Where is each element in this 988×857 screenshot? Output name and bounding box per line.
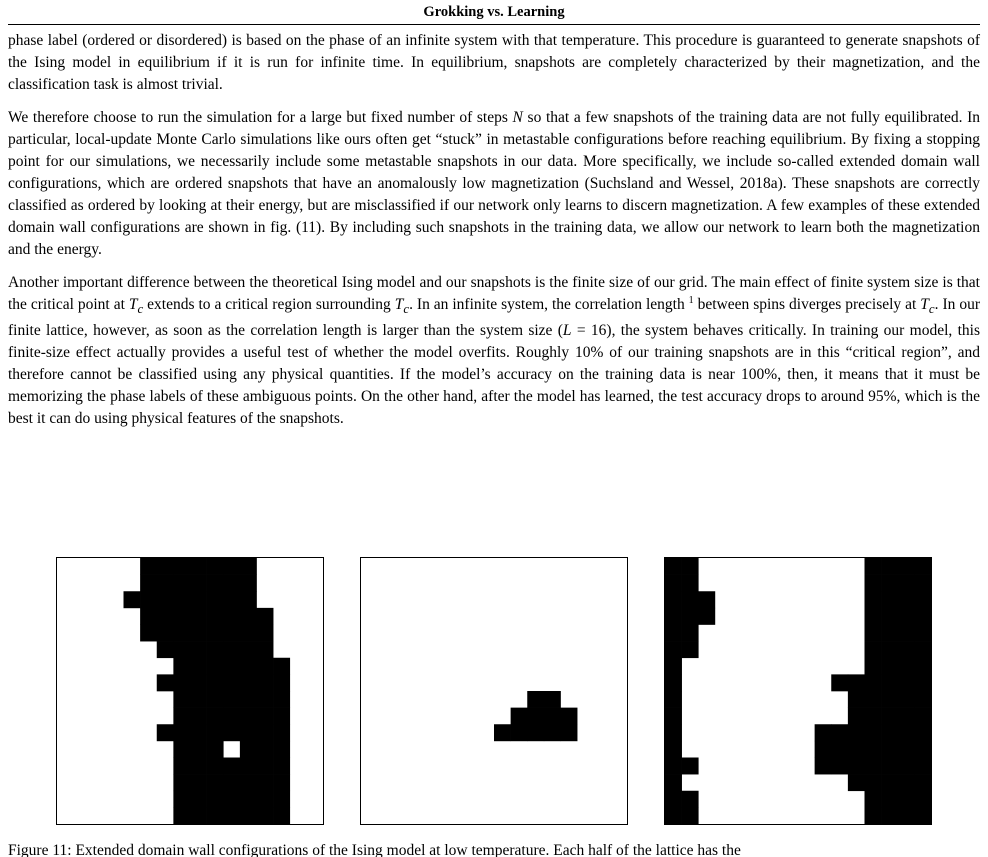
spin-down-cell <box>881 807 898 824</box>
paragraph-1: phase label (ordered or disordered) is based on the phase of an infinite system with that temperature. This procedure is guaranteed to generate snapshots of the Ising model in equilibrium if it is run for infinite time. In equilibrium, snapshots are completely characterized by their magnetization, and the classification task is almost trivial. <box>8 32 980 93</box>
spin-down-cell <box>240 774 257 791</box>
spin-down-cell <box>157 674 174 691</box>
spin-down-cell <box>898 625 915 642</box>
spin-down-cell <box>898 774 915 791</box>
spin-down-cell <box>173 724 190 741</box>
spin-down-cell <box>240 658 257 675</box>
spin-down-cell <box>207 641 224 658</box>
spin-down-cell <box>865 558 882 575</box>
spin-down-cell <box>665 674 682 691</box>
paragraph-3-text-c: . In an infinite system, the correlation length <box>409 296 689 313</box>
spin-down-cell <box>881 625 898 642</box>
spin-down-cell <box>173 674 190 691</box>
spin-down-cell <box>140 608 157 625</box>
spin-down-cell <box>881 774 898 791</box>
spin-down-cell <box>914 724 931 741</box>
math-95-percent: 95% <box>868 388 897 406</box>
spin-down-cell <box>240 591 257 608</box>
spin-down-cell <box>273 774 290 791</box>
spin-down-cell <box>257 791 274 808</box>
spin-down-cell <box>257 724 274 741</box>
figure-11 <box>56 557 932 825</box>
spin-down-cell <box>207 691 224 708</box>
spin-down-cell <box>698 608 715 625</box>
paragraph-3-text-i: , which is the best it can do using physical features of the snapshots. <box>8 388 981 428</box>
spin-down-cell <box>511 708 528 725</box>
spin-down-cell <box>527 724 544 741</box>
spin-down-cell <box>173 641 190 658</box>
spin-down-cell <box>865 608 882 625</box>
spin-down-cell <box>914 575 931 592</box>
spin-down-cell <box>257 641 274 658</box>
spin-down-cell <box>207 791 224 808</box>
spin-down-cell <box>665 625 682 642</box>
spin-down-cell <box>207 774 224 791</box>
spin-down-cell <box>898 558 915 575</box>
spin-down-cell <box>682 807 699 824</box>
spin-down-cell <box>914 641 931 658</box>
spin-down-cell <box>914 658 931 675</box>
spin-down-cell <box>665 608 682 625</box>
spin-down-cell <box>173 807 190 824</box>
spin-down-cell <box>190 625 207 642</box>
spin-down-cell <box>914 774 931 791</box>
spin-down-cell <box>173 575 190 592</box>
spin-down-cell <box>157 608 174 625</box>
spin-down-cell <box>157 558 174 575</box>
spin-down-cell <box>815 724 832 741</box>
spin-down-cell <box>190 807 207 824</box>
spin-down-cell <box>665 758 682 775</box>
spin-down-cell <box>157 591 174 608</box>
spin-down-cell <box>848 758 865 775</box>
spin-down-cell <box>257 608 274 625</box>
spin-down-cell <box>682 575 699 592</box>
spin-down-cell <box>665 691 682 708</box>
spin-down-cell <box>914 558 931 575</box>
spin-down-cell <box>257 807 274 824</box>
spin-down-cell <box>124 591 141 608</box>
math-l-value: = 16 <box>571 322 607 340</box>
spin-down-cell <box>848 741 865 758</box>
spin-down-cell <box>881 591 898 608</box>
spin-down-cell <box>865 625 882 642</box>
spin-down-cell <box>240 791 257 808</box>
spin-down-cell <box>207 674 224 691</box>
spin-down-cell <box>815 758 832 775</box>
spin-down-cell <box>881 674 898 691</box>
spin-down-cell <box>848 674 865 691</box>
spin-down-cell <box>831 741 848 758</box>
spin-down-cell <box>223 558 240 575</box>
spin-down-cell <box>207 625 224 642</box>
spin-down-cell <box>898 641 915 658</box>
spin-down-cell <box>865 791 882 808</box>
spin-down-cell <box>257 625 274 642</box>
spin-down-cell <box>207 807 224 824</box>
spin-down-cell <box>273 791 290 808</box>
spin-down-cell <box>914 591 931 608</box>
spin-down-cell <box>698 591 715 608</box>
spin-down-cell <box>544 691 561 708</box>
spin-down-cell <box>223 724 240 741</box>
spin-down-cell <box>865 674 882 691</box>
spin-down-cell <box>898 724 915 741</box>
paragraph-3-text-e: . In our finite lattice, however, as soon as the correlation length is larger than the system size ( <box>8 296 980 340</box>
spin-down-cell <box>173 774 190 791</box>
spin-down-cell <box>848 691 865 708</box>
spin-down-cell <box>682 791 699 808</box>
math-n: N <box>512 109 523 126</box>
spin-down-cell <box>914 807 931 824</box>
spin-down-cell <box>561 724 578 741</box>
spin-down-cell <box>223 641 240 658</box>
spin-down-cell <box>544 724 561 741</box>
spin-down-cell <box>665 807 682 824</box>
spin-down-cell <box>240 674 257 691</box>
spin-down-cell <box>273 674 290 691</box>
spin-down-cell <box>240 691 257 708</box>
spin-down-cell <box>273 724 290 741</box>
spin-down-cell <box>223 758 240 775</box>
spin-down-cell <box>273 658 290 675</box>
spin-down-cell <box>207 741 224 758</box>
spin-down-cell <box>223 791 240 808</box>
spin-down-cell <box>665 575 682 592</box>
body-text <box>8 30 980 441</box>
spin-down-cell <box>527 691 544 708</box>
snapshot-grid-2 <box>361 558 627 824</box>
spin-down-cell <box>865 575 882 592</box>
spin-down-cell <box>273 741 290 758</box>
spin-down-cell <box>240 575 257 592</box>
spin-down-cell <box>157 641 174 658</box>
spin-down-cell <box>190 741 207 758</box>
spin-down-cell <box>240 625 257 642</box>
spin-down-cell <box>665 724 682 741</box>
spin-down-cell <box>865 641 882 658</box>
spin-down-cell <box>898 608 915 625</box>
spin-down-cell <box>223 774 240 791</box>
spin-down-cell <box>273 758 290 775</box>
spin-down-cell <box>865 774 882 791</box>
spin-down-cell <box>240 608 257 625</box>
header-rule <box>8 24 980 25</box>
spin-down-cell <box>665 558 682 575</box>
spin-down-cell <box>682 625 699 642</box>
spin-down-cell <box>207 724 224 741</box>
spin-down-cell <box>898 658 915 675</box>
spin-down-cell <box>865 708 882 725</box>
spin-down-cell <box>257 708 274 725</box>
spin-down-cell <box>881 641 898 658</box>
spin-down-cell <box>898 791 915 808</box>
spin-down-cell <box>682 641 699 658</box>
paragraph-3-text-g: of our training snapshots are in this “critical region”, and therefore cannot be classified using any physical quantities. If the model’s accuracy on the training data is near <box>8 344 980 384</box>
spin-down-cell <box>173 791 190 808</box>
spin-down-cell <box>898 575 915 592</box>
spin-down-cell <box>190 658 207 675</box>
paragraph-3-text-d: between spins diverges precisely at <box>693 296 921 313</box>
figure-caption: Figure 11: Extended domain wall configurations of the Ising model at low temperature. Each half of the lattice has the <box>8 842 741 857</box>
spin-down-cell <box>190 774 207 791</box>
spin-down-cell <box>240 724 257 741</box>
math-l: L <box>562 322 572 340</box>
spin-down-cell <box>914 625 931 642</box>
spin-down-cell <box>865 591 882 608</box>
spin-down-cell <box>831 674 848 691</box>
spin-down-cell <box>881 708 898 725</box>
spin-down-cell <box>914 758 931 775</box>
spin-down-cell <box>173 608 190 625</box>
spin-down-cell <box>914 691 931 708</box>
spin-down-cell <box>682 758 699 775</box>
spin-down-cell <box>865 724 882 741</box>
spin-down-cell <box>140 575 157 592</box>
snapshot-grid-1 <box>57 558 323 824</box>
spin-down-cell <box>207 608 224 625</box>
spin-down-cell <box>881 558 898 575</box>
spin-down-cell <box>527 708 544 725</box>
spin-down-cell <box>223 691 240 708</box>
spin-down-cell <box>190 758 207 775</box>
spin-down-cell <box>831 758 848 775</box>
spin-down-cell <box>665 708 682 725</box>
spin-down-cell <box>273 708 290 725</box>
spin-down-cell <box>173 591 190 608</box>
ising-snapshot-3 <box>664 557 932 825</box>
spin-down-cell <box>223 658 240 675</box>
spin-down-cell <box>682 558 699 575</box>
spin-down-cell <box>140 625 157 642</box>
spin-down-cell <box>881 575 898 592</box>
spin-down-cell <box>273 807 290 824</box>
spin-down-cell <box>173 658 190 675</box>
spin-down-cell <box>190 674 207 691</box>
paragraph-3-text-b: extends to a critical region surrounding <box>143 296 395 313</box>
spin-down-cell <box>190 724 207 741</box>
spin-down-cell <box>848 708 865 725</box>
spin-down-cell <box>898 741 915 758</box>
spin-down-cell <box>865 691 882 708</box>
paragraph-2-text-b: so that a few snapshots of the training data are not fully equilibrated. In particular, local-update Monte Carlo simulations like ours often get “stuck” in metastable configurations before reaching equilibrium. By fixing a stopping point for our simulations, we necessarily include some metastable snapshots in our data. More specifically, we include so-called extended domain wall configurations, which are ordered snapshots that have an anomalously low magnetization (Suchsland and Wessel, 2018a). These snapshots are correctly classified as ordered by looking at their energy, but are misclassified if our network only learns to discern magnetization. A few examples of these extended domain wall configurations are shown in fig. (11). By including such snapshots in the training data, we allow our network to learn both the magnetization and the energy. <box>8 109 980 258</box>
paragraph-3 <box>8 272 980 430</box>
spin-down-cell <box>665 591 682 608</box>
spin-down-cell <box>665 641 682 658</box>
math-10-percent: 10% <box>574 344 604 362</box>
spin-down-cell <box>173 558 190 575</box>
spin-down-cell <box>173 758 190 775</box>
paragraph-3-text-a: Another important difference between the theoretical Ising model and our snapshots is the finite size of our grid. The main effect of finite system size is that the critical point at <box>8 274 980 313</box>
spin-down-cell <box>914 791 931 808</box>
spin-down-cell <box>157 724 174 741</box>
spin-down-cell <box>190 641 207 658</box>
footnote-marker: 1 <box>688 294 694 306</box>
spin-down-cell <box>157 625 174 642</box>
spin-down-cell <box>190 691 207 708</box>
paragraph-2 <box>8 107 980 261</box>
spin-down-cell <box>190 591 207 608</box>
spin-down-cell <box>207 708 224 725</box>
spin-down-cell <box>898 758 915 775</box>
spin-down-cell <box>190 558 207 575</box>
spin-down-cell <box>865 741 882 758</box>
spin-down-cell <box>223 575 240 592</box>
spin-down-cell <box>898 691 915 708</box>
spin-down-cell <box>898 591 915 608</box>
spin-down-cell <box>914 741 931 758</box>
ising-snapshot-2 <box>360 557 628 825</box>
spin-down-cell <box>257 658 274 675</box>
spin-down-cell <box>865 658 882 675</box>
ising-snapshot-1 <box>56 557 324 825</box>
spin-down-cell <box>881 791 898 808</box>
paragraph-3-text-f: ), the system behaves critically. In training our model, this finite-size effect actually provides a useful test of whether the model overfits. Roughly <box>8 322 980 362</box>
spin-down-cell <box>223 625 240 642</box>
spin-down-cell <box>257 691 274 708</box>
spin-down-cell <box>190 791 207 808</box>
spin-down-cell <box>914 708 931 725</box>
spin-down-cell <box>665 791 682 808</box>
spin-down-cell <box>207 575 224 592</box>
spin-down-cell <box>865 807 882 824</box>
spin-down-cell <box>665 774 682 791</box>
spin-down-cell <box>257 741 274 758</box>
spin-down-cell <box>665 658 682 675</box>
spin-down-cell <box>207 591 224 608</box>
math-tc: $T_c$ <box>128 296 144 317</box>
spin-down-cell <box>848 724 865 741</box>
spin-down-cell <box>240 641 257 658</box>
spin-down-cell <box>257 674 274 691</box>
spin-down-cell <box>173 708 190 725</box>
spin-down-cell <box>273 691 290 708</box>
spin-down-cell <box>815 741 832 758</box>
spin-down-cell <box>257 774 274 791</box>
math-100-percent: 100% <box>741 366 778 384</box>
spin-down-cell <box>881 691 898 708</box>
spin-down-cell <box>682 591 699 608</box>
spin-down-cell <box>190 575 207 592</box>
spin-down-cell <box>881 741 898 758</box>
spin-down-cell <box>140 591 157 608</box>
spin-down-cell <box>881 658 898 675</box>
spin-down-cell <box>240 558 257 575</box>
spin-down-cell <box>682 608 699 625</box>
spin-down-cell <box>898 708 915 725</box>
spin-down-cell <box>223 807 240 824</box>
spin-down-cell <box>223 608 240 625</box>
spin-down-cell <box>223 591 240 608</box>
spin-down-cell <box>494 724 511 741</box>
spin-down-cell <box>881 724 898 741</box>
spin-down-cell <box>914 674 931 691</box>
spin-down-cell <box>240 807 257 824</box>
paragraph-3-text-h: , then, it means that it must be memorizing the phase labels of these ambiguous points. On the other hand, after the model has learned, the test accuracy drops to around <box>8 366 981 406</box>
spin-down-cell <box>848 774 865 791</box>
spin-down-cell <box>173 741 190 758</box>
spin-down-cell <box>140 558 157 575</box>
spin-down-cell <box>914 608 931 625</box>
spin-down-cell <box>207 658 224 675</box>
spin-down-cell <box>207 558 224 575</box>
math-tc: $T_c$ <box>394 296 410 317</box>
spin-down-cell <box>665 741 682 758</box>
spin-down-cell <box>207 758 224 775</box>
spin-down-cell <box>240 758 257 775</box>
spin-down-cell <box>173 691 190 708</box>
spin-down-cell <box>881 608 898 625</box>
spin-down-cell <box>865 758 882 775</box>
spin-down-cell <box>223 674 240 691</box>
spin-down-cell <box>257 758 274 775</box>
spin-down-cell <box>223 708 240 725</box>
spin-down-cell <box>898 674 915 691</box>
running-header: Grokking vs. Learning <box>423 4 565 20</box>
spin-down-cell <box>831 724 848 741</box>
spin-down-cell <box>544 708 561 725</box>
spin-down-cell <box>561 708 578 725</box>
spin-down-cell <box>240 741 257 758</box>
math-tc: $T_c$ <box>920 296 935 317</box>
spin-down-cell <box>173 625 190 642</box>
spin-down-cell <box>511 724 528 741</box>
spin-down-cell <box>190 708 207 725</box>
spin-down-cell <box>898 807 915 824</box>
lattice-background <box>361 558 627 824</box>
spin-down-cell <box>157 575 174 592</box>
paragraph-2-text-a: We therefore choose to run the simulation for a large but fixed number of steps <box>8 109 513 126</box>
spin-down-cell <box>881 758 898 775</box>
snapshot-grid-3 <box>665 558 931 824</box>
spin-down-cell <box>190 608 207 625</box>
spin-down-cell <box>240 708 257 725</box>
